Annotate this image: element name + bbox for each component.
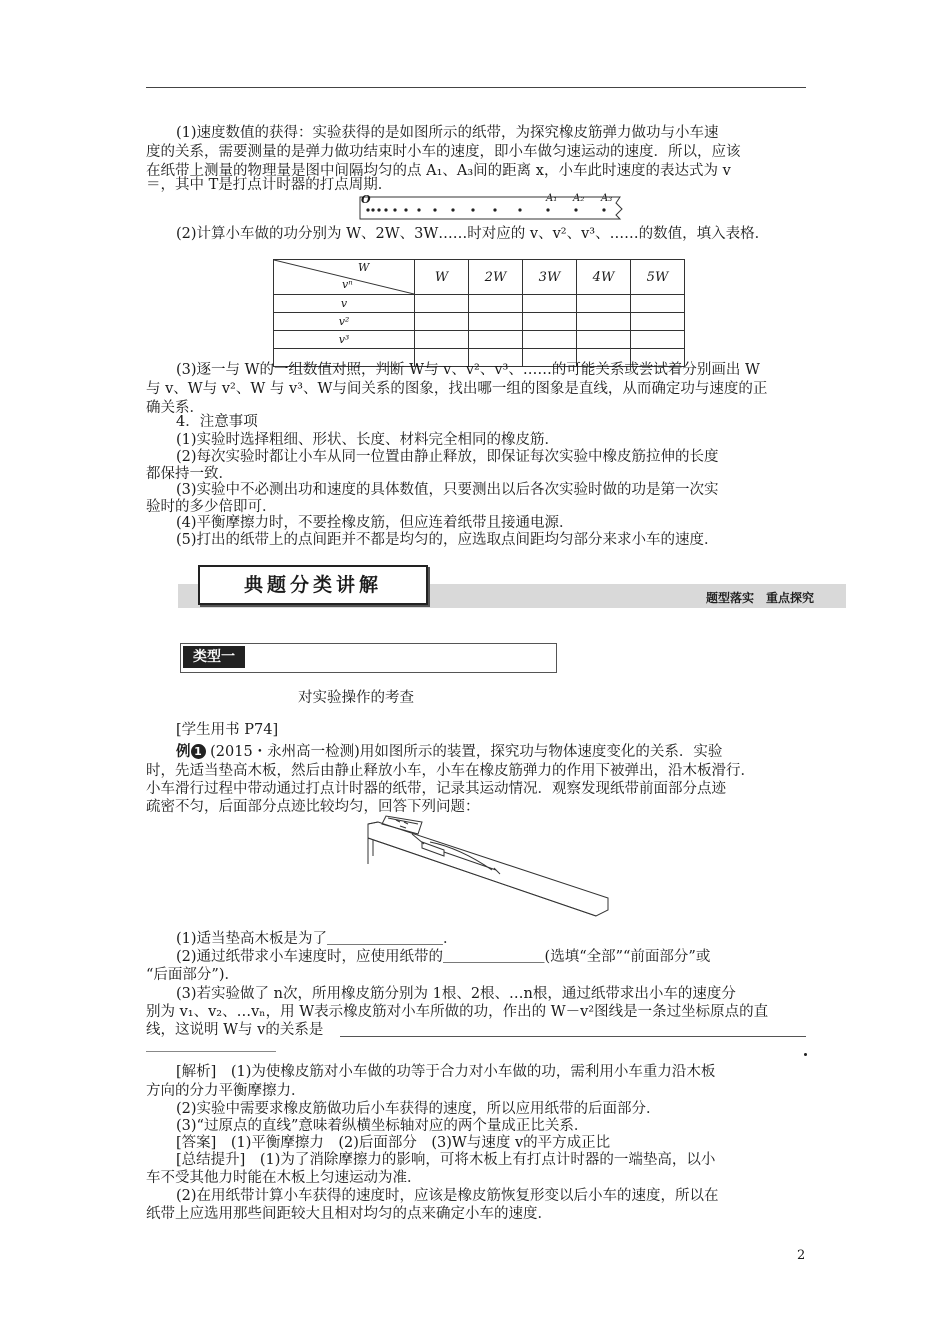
corner-top-label: W <box>358 261 370 274</box>
analysis-line: (3)“过原点的直线”意味着纵横坐标轴对应的两个量成正比关系． <box>176 1118 589 1134</box>
example-number-badge: 1 <box>191 744 206 759</box>
page-number: 2 <box>797 1248 806 1263</box>
paragraph-line: (2)每次实验时都让小车从同一位置由静止释放，即保证每次实验中橡皮筋拉伸的长度 <box>176 449 719 465</box>
period-mark <box>804 1053 807 1056</box>
table-header-cell: 2W <box>469 260 523 295</box>
work-velocity-table <box>273 259 685 367</box>
table-header-cell: W <box>415 260 469 295</box>
analysis-line: (2)实验中需要求橡皮筋做功后小车获得的速度，所以应用纸带的后面部分． <box>176 1101 661 1117</box>
type-tag: 类型一 <box>183 646 245 668</box>
table-corner-cell <box>274 260 415 295</box>
row-label-cell: v² <box>274 313 415 331</box>
example-first-line <box>176 743 722 762</box>
paragraph-line: (3)逐一与 W的一组数值对照，判断 W与 v、v²、v³、……的可能关系或尝试着分别画出 W <box>176 362 760 378</box>
question-line: (3)若实验做了 n次，所用橡皮筋分别为 1根、2根、…n根，通过纸带求出小车的速度分 <box>176 986 736 1002</box>
section-banner-subtitle: 题型落实 重点探究 <box>706 591 815 605</box>
analysis-line: [解析] (1)为使橡皮筋对小车做的功等于合力对小车做的功，需利用小车重力沿木板 <box>176 1064 716 1080</box>
summary-line: 车不受其他力时能在木板上匀速运动为准． <box>146 1170 422 1186</box>
answer-blank-line <box>340 1036 806 1037</box>
table-header-cell: 5W <box>631 260 685 295</box>
paragraph-line: 小车滑行过程中带动通过打点计时器的纸带，记录其运动情况．观察发现纸带前面部分点迹 <box>146 781 726 797</box>
example-label: 例 <box>176 744 191 760</box>
textbook-reference: [学生用书 P74] <box>176 722 279 738</box>
paragraph-line: (5)打出的纸带上的点间距并不都是均匀的，应选取点间距均匀部分来求小车的速度． <box>176 532 719 548</box>
top-rule <box>146 87 806 88</box>
analysis-line: 方向的分力平衡摩擦力． <box>146 1083 306 1099</box>
section-banner-box <box>198 565 428 605</box>
tape-a1-label: A₁ <box>546 193 558 204</box>
tape-origin-label: O <box>361 193 371 206</box>
question-line: 别为 v₁、v₂、…vₙ，用 W表示橡皮筋对小车所做的功，作出的 W－v²图线是一条过坐标原点的直 <box>146 1004 769 1020</box>
question-line: 线，这说明 W与 v的关系是 <box>146 1022 324 1038</box>
summary-line: [总结提升] (1)为了消除摩擦力的影响，可将木板上有打点计时器的一端垫高，以小 <box>176 1152 716 1168</box>
paragraph-line: (2)计算小车做的功分别为 W、2W、3W……时对应的 v、v²、v³、……的数值，填入表格． <box>176 226 770 242</box>
paragraph-line: 疏密不匀，后面部分点迹比较均匀，回答下列问题： <box>146 799 480 815</box>
section-banner-title: 典题分类讲解 <box>243 574 382 596</box>
summary-line: (2)在用纸带计算小车获得的速度时，应该是橡皮筋恢复形变以后小车的速度，所以在 <box>176 1188 719 1204</box>
summary-line: 纸带上应选用那些间距较大且相对均匀的点来确定小车的速度． <box>146 1206 552 1222</box>
paragraph-line: 验时的多少倍即可． <box>146 499 277 515</box>
paragraph-line: 都保持一致． <box>146 466 233 482</box>
question-line: (1)适当垫高木板是为了＿＿＿＿＿＿＿＿． <box>176 931 458 947</box>
paper-tape-figure <box>358 195 626 221</box>
type-title: 对实验操作的考查 <box>298 690 414 706</box>
paragraph-line: (3)实验中不必测出功和速度的具体数值，只要测出以后各次实验时做的功是第一次实 <box>176 482 719 498</box>
question-line: “后面部分”)． <box>146 967 239 983</box>
tape-a3-label: A₃ <box>601 193 613 204</box>
paragraph-line: ＝，其中 T是打点计时器的打点周期． <box>146 177 393 193</box>
paragraph-line: 与 v、W与 v²、W 与 v³、W与间关系的图象，找出哪一组的图象是直线，从而确定功与速度的正 <box>146 381 768 397</box>
row-label-cell: v <box>274 295 415 313</box>
tape-a2-label: A₂ <box>573 193 585 204</box>
row-label-cell: v³ <box>274 331 415 349</box>
answer-line: [答案] (1)平衡摩擦力 (2)后面部分 (3)W与速度 v的平方成正比 <box>176 1135 611 1151</box>
paragraph-line: 度的关系，需要测量的是弹力做功结束时小车的速度，即小车做匀速运动的速度．所以，应该 <box>146 144 741 160</box>
example-text: (2015・永州高一检测)用如图所示的装置，探究功与物体速度变化的关系．实验 <box>210 744 723 760</box>
table-row <box>274 295 685 313</box>
table-row <box>274 331 685 349</box>
question-line: (2)通过纸带求小车速度时，应使用纸带的＿＿＿＿＿＿＿(选填“全部”“前面部分”或 <box>176 949 711 965</box>
paragraph-line: 时，先适当垫高木板，然后由静止释放小车，小车在橡皮筋弹力的作用下被弹出，沿木板滑行． <box>146 763 755 779</box>
table-row <box>274 313 685 331</box>
paragraph-line: 确关系． <box>146 400 204 416</box>
apparatus-illustration <box>360 812 622 924</box>
answer-blank-line-continued <box>146 1051 276 1052</box>
table-header-cell: 3W <box>523 260 577 295</box>
table-header-cell: 4W <box>577 260 631 295</box>
paragraph-line: (4)平衡摩擦力时，不要拴橡皮筋，但应连着纸带且接通电源． <box>176 515 574 531</box>
paragraph-line: 在纸带上测量的物理量是图中间隔均匀的点 A₁、A₃间的距离 x，小车此时速度的表达式为 v <box>146 163 731 179</box>
section-heading: 4．注意事项 <box>176 414 258 430</box>
corner-bottom-label: vⁿ <box>342 278 353 291</box>
paragraph-line: (1)速度数值的获得：实验获得的是如图所示的纸带，为探究橡皮筋弹力做功与小车速 <box>176 125 719 141</box>
paragraph-line: (1)实验时选择粗细、形状、长度、材料完全相同的橡皮筋． <box>176 432 560 448</box>
